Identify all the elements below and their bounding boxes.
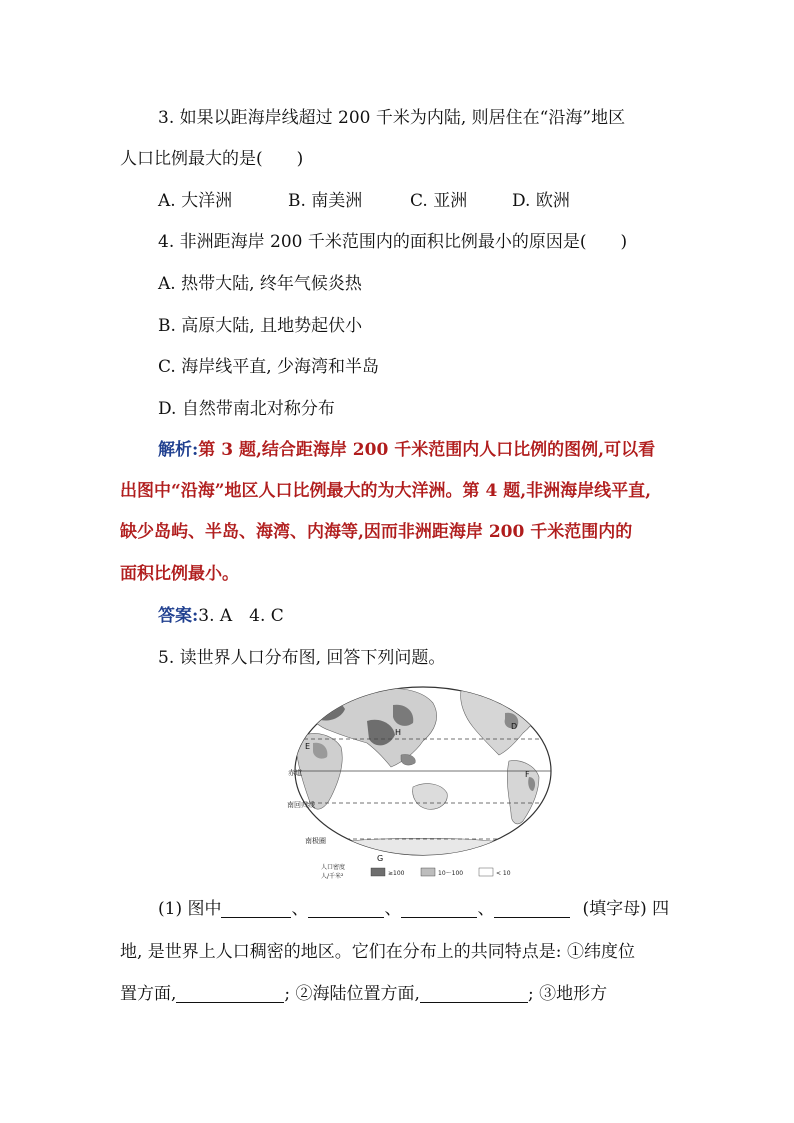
q4-option-d: D. 自然带南北对称分布 xyxy=(158,399,335,419)
legend-swatch-sparse xyxy=(479,868,493,876)
analysis-line1 xyxy=(158,438,655,462)
q5-sub1-line1 xyxy=(158,897,669,921)
q5-sub1-terrain-label: ; ③地形方 xyxy=(527,984,608,1004)
q4-option-b: B. 高原大陆, 且地势起伏小 xyxy=(158,316,363,336)
analysis-line2: 出图中“沿海”地区人口比例最大的为大洋洲。第 4 题,非洲海岸线平直, xyxy=(120,481,652,501)
q5-sub1-suffix: (填字母) 四 xyxy=(582,899,670,919)
q5-sub1-latitude-label: 置方面, xyxy=(120,984,177,1004)
legend-label-medium: 10～100 xyxy=(438,870,464,877)
legend-swatch-dense xyxy=(371,868,385,876)
map-legend xyxy=(321,863,511,880)
answer-blank-land-sea[interactable] xyxy=(420,984,528,1003)
map-letter-h: H xyxy=(395,728,402,737)
legend-label-dense: ≥100 xyxy=(388,870,405,877)
q5-sub1-line3 xyxy=(120,982,607,1006)
q5-sub1-line2: 地, 是世界上人口稠密的地区。它们在分布上的共同特点是: ①纬度位 xyxy=(120,942,635,962)
answer-blank-3[interactable] xyxy=(401,899,477,918)
south-america-landmass xyxy=(507,761,539,824)
answer-value: 3. A 4. C xyxy=(198,606,284,626)
q4-option-c: C. 海岸线平直, 少海湾和半岛 xyxy=(158,357,380,377)
answer-blank-2[interactable] xyxy=(308,899,384,918)
q5-sub1-land-sea-label: ; ②海陆位置方面, xyxy=(284,984,420,1004)
q3-option-c: C. 亚洲 xyxy=(410,191,468,211)
q3-stem-line1: 3. 如果以距海岸线超过 200 千米为内陆, 则居住在“沿海”地区 xyxy=(158,108,626,128)
q3-option-a: A. 大洋洲 xyxy=(158,191,233,211)
antarctic-circle-label: 南极圈 xyxy=(305,837,326,845)
analysis-label: 解析: xyxy=(158,440,199,460)
q5-stem: 5. 读世界人口分布图, 回答下列问题。 xyxy=(158,648,446,668)
legend-label-sparse: < 10 xyxy=(496,870,511,877)
world-population-map xyxy=(283,677,563,882)
map-letter-d: D xyxy=(511,722,518,731)
answer-line xyxy=(158,604,284,628)
analysis-line4: 面积比例最小。 xyxy=(120,564,239,584)
q3-option-b: B. 南美洲 xyxy=(288,191,363,211)
legend-swatch-medium xyxy=(421,868,435,876)
answer-blank-latitude[interactable] xyxy=(176,984,284,1003)
q4-option-a: A. 热带大陆, 终年气候炎热 xyxy=(158,274,362,294)
answer-label: 答案: xyxy=(158,606,199,626)
equator-label: 赤道 xyxy=(288,769,302,777)
sep-3: 、 xyxy=(477,899,495,919)
legend-title: 人口密度 xyxy=(321,864,346,871)
q3-stem-line2: 人口比例最大的是( ) xyxy=(120,149,304,169)
legend-unit: 人/千米² xyxy=(321,873,344,880)
q3-option-d: D. 欧洲 xyxy=(512,191,570,211)
answer-blank-4[interactable] xyxy=(494,899,570,918)
answer-blank-1[interactable] xyxy=(221,899,291,918)
tropic-south-label: 南回归线 xyxy=(287,801,315,809)
q5-sub1-prefix: (1) 图中 xyxy=(158,899,222,919)
q4-stem: 4. 非洲距海岸 200 千米范围内的面积比例最小的原因是( ) xyxy=(158,232,628,252)
map-letter-f: F xyxy=(525,770,530,779)
analysis-line3: 缺少岛屿、半岛、海湾、内海等,因而非洲距海岸 200 千米范围内的 xyxy=(120,522,633,542)
sep-2: 、 xyxy=(384,899,402,919)
analysis-text-1: 第 3 题,结合距海岸 200 千米范围内人口比例的图例,可以看 xyxy=(198,440,656,460)
map-letter-g: G xyxy=(377,854,384,863)
sep-1: 、 xyxy=(291,899,309,919)
map-letter-e: E xyxy=(305,742,311,751)
